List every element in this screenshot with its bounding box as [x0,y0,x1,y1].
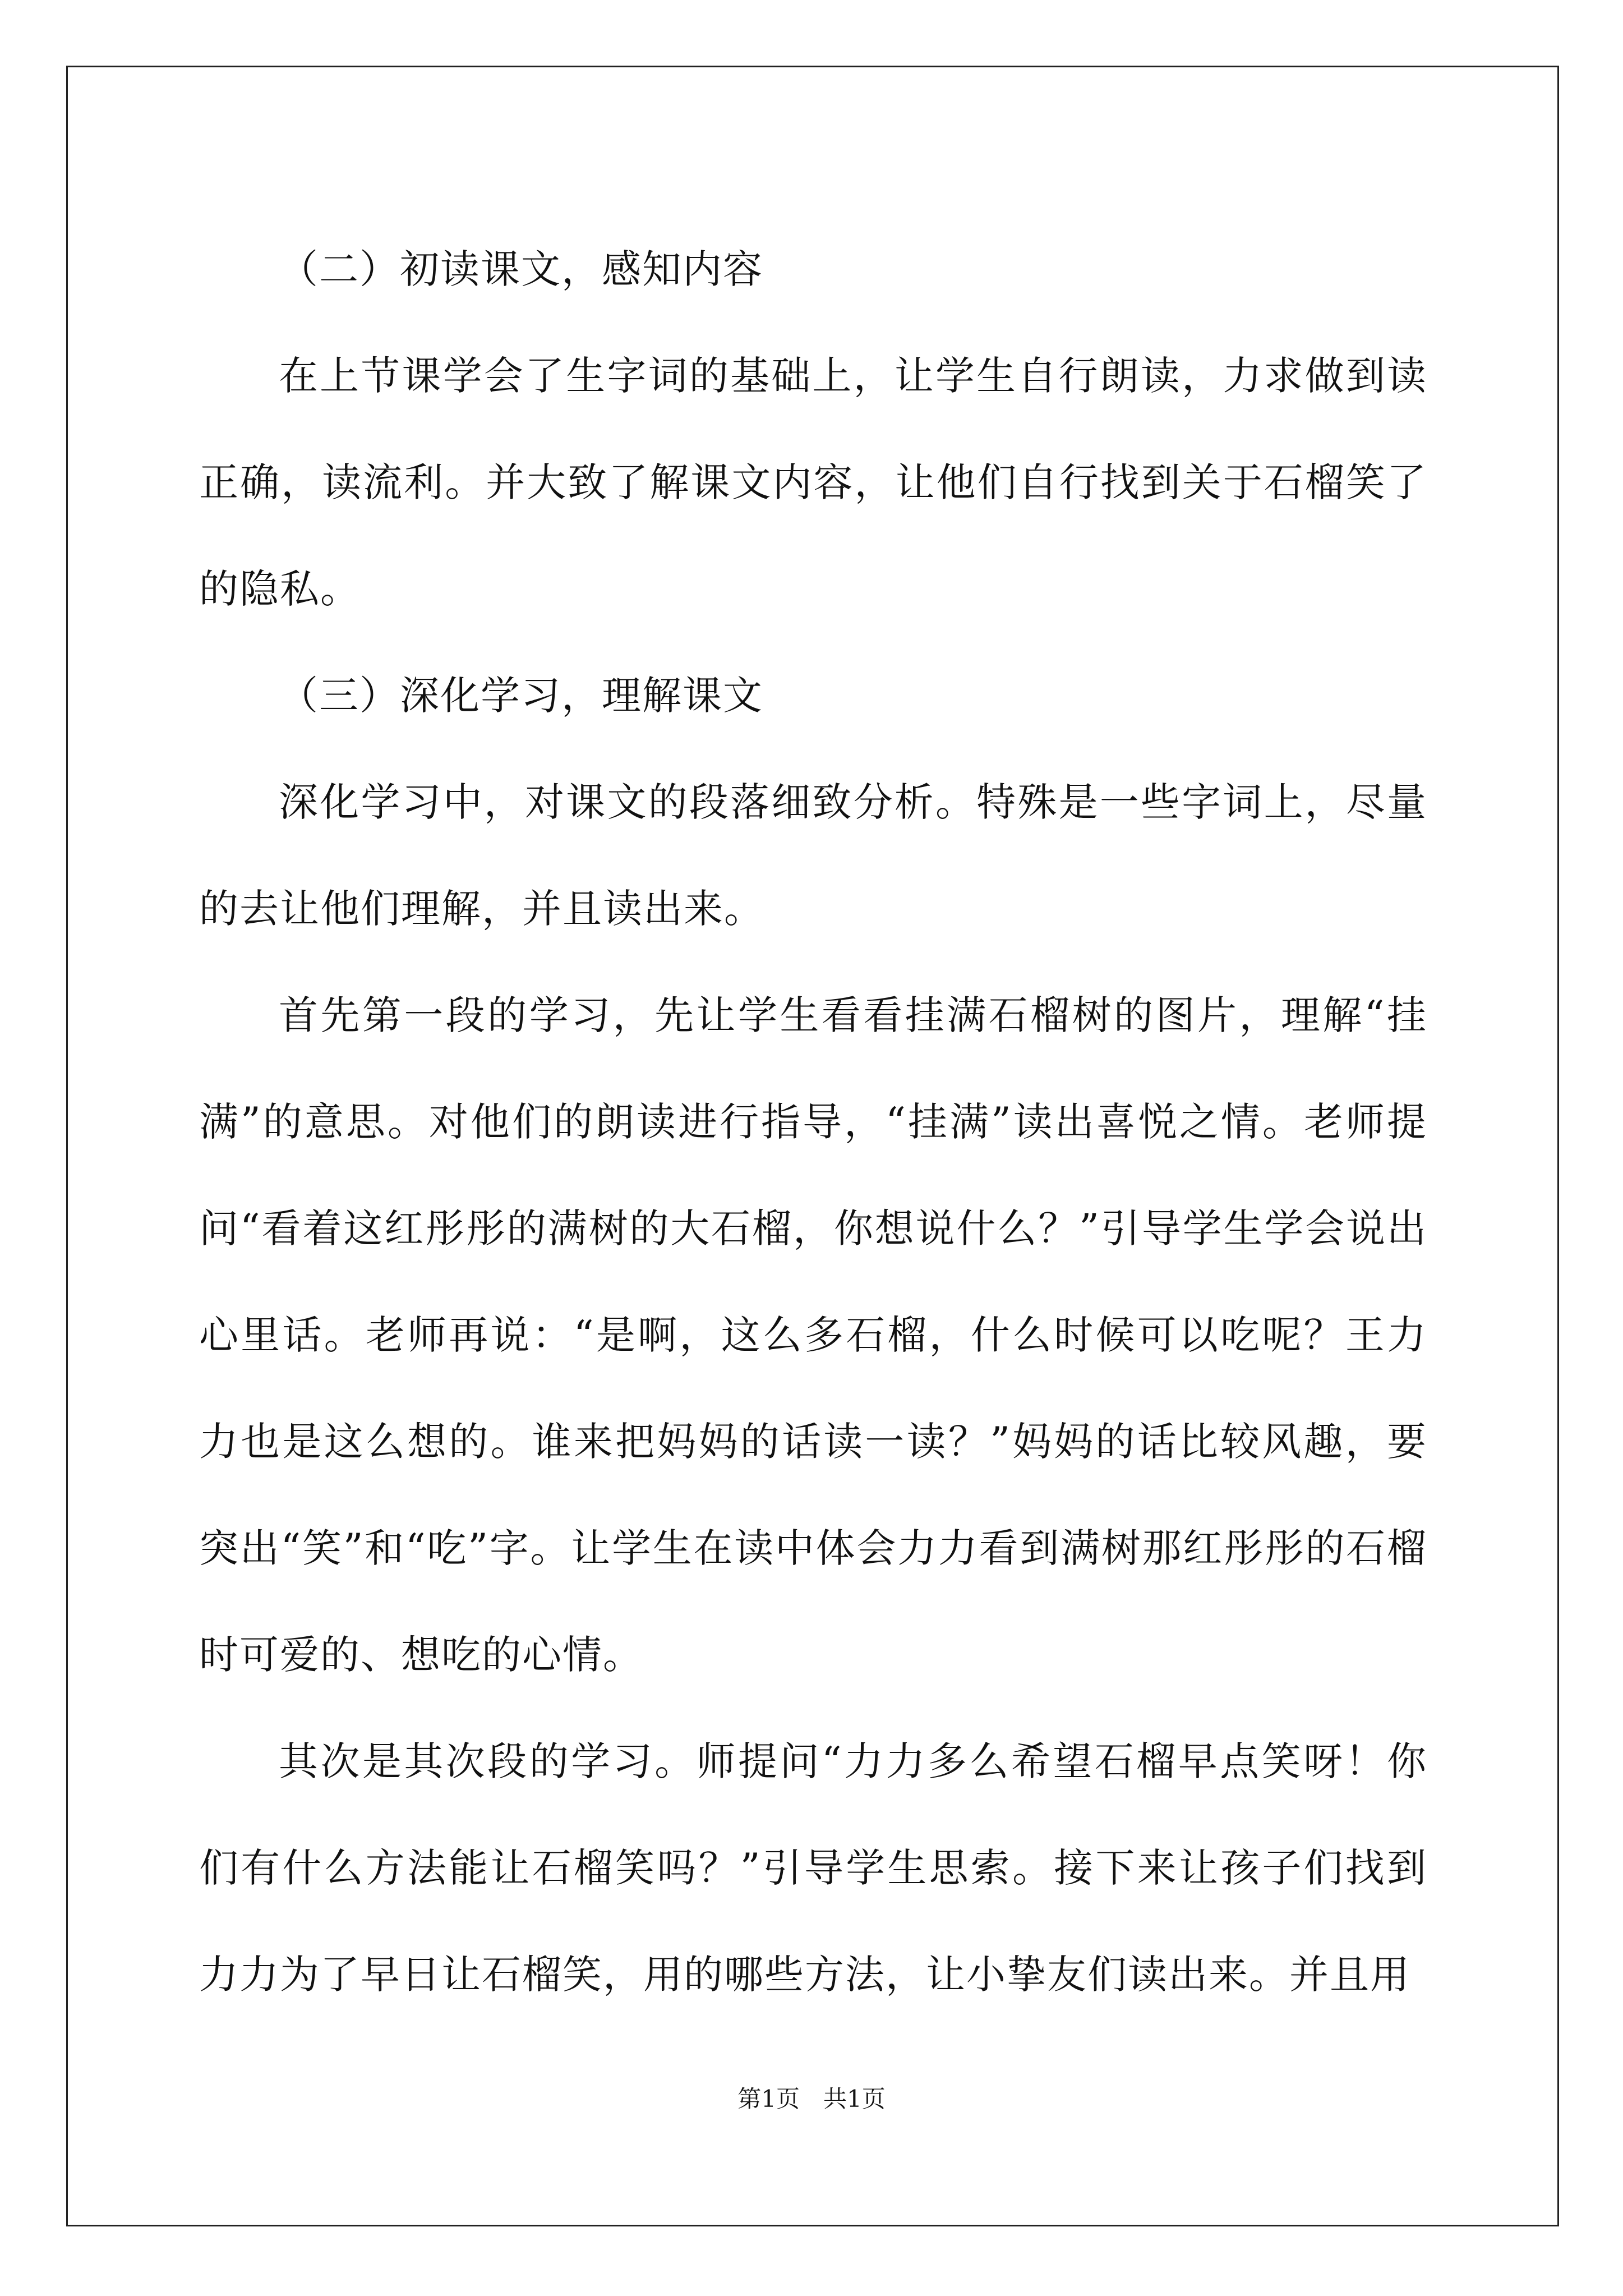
document-body [199,216,1427,2028]
paragraph: 深化学习中，对课文的段落细致分析。特殊是一些字词上，尽量的去让他们理解，并且读出来。 [199,779,1427,932]
paragraph: 在上节课学会了生字词的基础上，让学生自行朗读，力求做到读正确，读流利。并大致了解课文内容，让他们自行找到关于石榴笑了的隐私。 [199,353,1427,612]
section-heading-2: （二）初读课文，感知内容 [279,246,763,292]
paragraph: 首先第一段的学习，先让学生看看挂满石榴树的图片，理解“挂满”的意思。对他们的朗读进行指导，“挂满”读出喜悦之情。老师提问“看着这红彤彤的满树的大石榴，你想说什么？”引导学生学会说出心里话。老师再说：“是啊，这么多石榴，什么时候可以吃呢？王力力也是这么想的。谁来把妈妈的话读一读？”妈妈的话比较风趣，要突出“笑”和“吃”字。让学生在读中体会力力看到满树那红彤彤的石榴时可爱的、想吃的心情。 [199,992,1427,1678]
page-footer: 第1页 共1页 [737,2085,886,2113]
paragraph: 其次是其次段的学习。师提问“力力多么希望石榴早点笑呀！你们有什么方法能让石榴笑吗？”引导学生思索。接下来让孩子们找到力力为了早日让石榴笑，用的哪些方法，让小挚友们读出来。并且用 [199,1738,1427,1998]
section-heading-3: （三）深化学习，理解课文 [279,673,763,719]
